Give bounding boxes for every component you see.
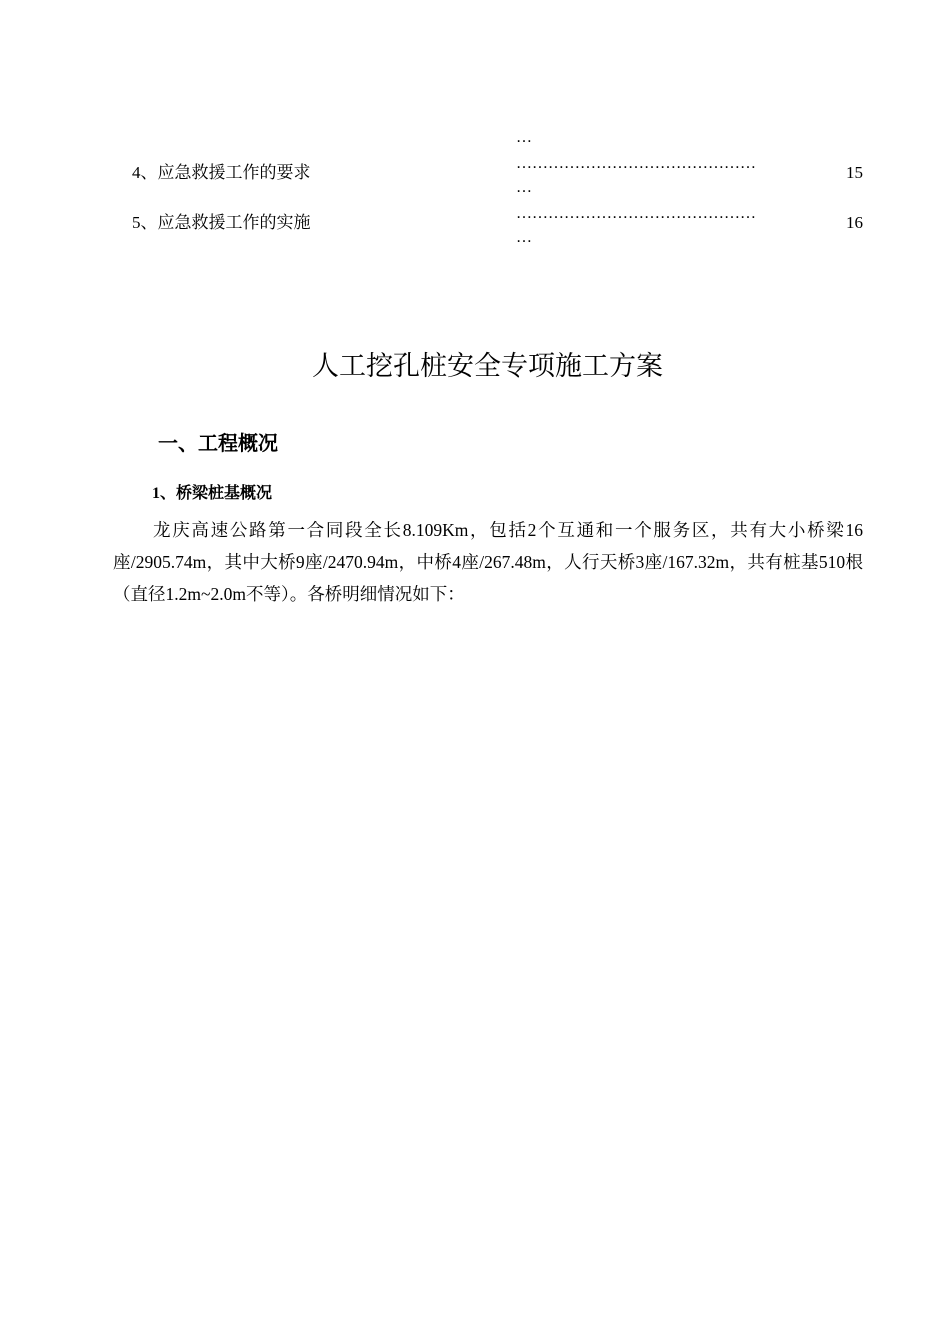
toc-item-label[interactable]: 4、应急救援工作的要求: [132, 163, 311, 182]
toc-item-label[interactable]: 5、应急救援工作的实施: [132, 213, 311, 232]
document-title: 人工挖孔桩安全专项施工方案: [312, 351, 663, 381]
body-paragraph: 龙庆高速公路第一合同段全长8.109Km，包括2个互通和一个服务区，共有大小桥梁16座/2905.74m，其中大桥9座/2470.94m，中桥4座/267.48m，人行天桥3座/167.32m，共有桩基510根（直径1.2m~2.0m不等）。各桥明细情况如下：: [113, 520, 863, 604]
toc-item-leader-tail: …: [516, 229, 532, 246]
toc-item-leader: ………………………………………: [516, 205, 756, 222]
toc-item-page-number[interactable]: 15: [846, 163, 863, 182]
toc-item-page-number[interactable]: 16: [846, 213, 863, 232]
subsection-heading: 1、桥梁桩基概况: [152, 485, 273, 502]
toc-leader-continuation: …: [516, 129, 532, 146]
section-heading: 一、工程概况: [158, 433, 278, 455]
toc-item-leader: ………………………………………: [516, 155, 756, 172]
toc-item-leader-tail: …: [516, 179, 532, 196]
